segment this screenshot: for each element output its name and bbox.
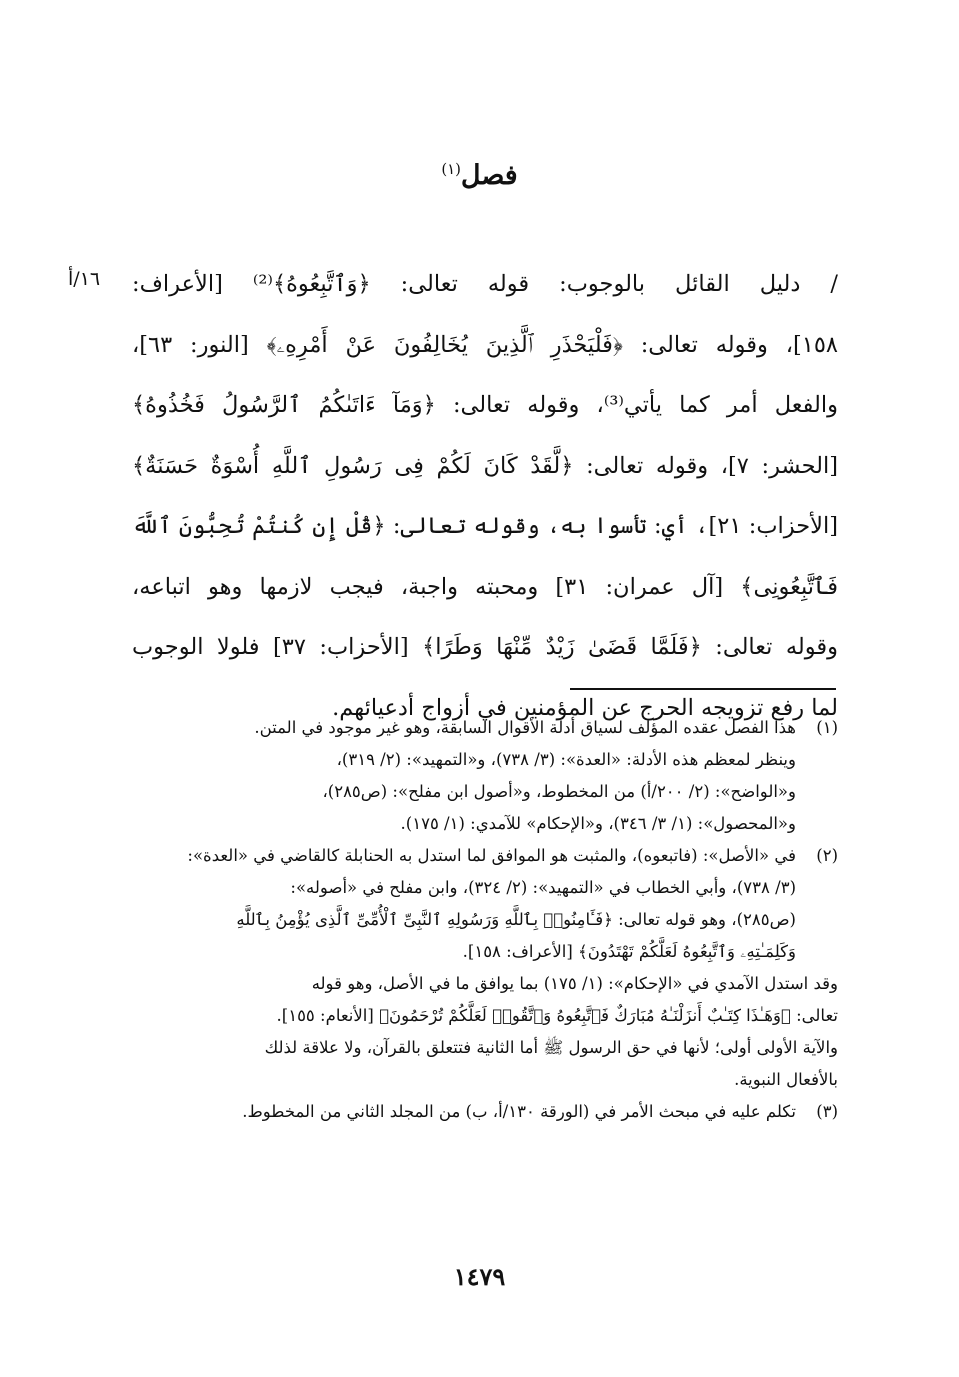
footnote-line: و«الواضح»: (٢/ ٢٠٠/أ) من المخطوط، و«أصول ابن مفلح»: (ص٢٨٥)، xyxy=(322,782,796,801)
footnote-line: تكلم عليه في مبحث الأمر في (الورقة ١٣٠/أ، ب) من المجلد الثاني من المخطوط. xyxy=(242,1102,796,1121)
footnote-3 xyxy=(132,1096,838,1128)
footnote-line: بالأفعال النبوية. xyxy=(734,1070,838,1089)
footnote-2-continuation xyxy=(132,968,838,1096)
manuscript-folio-reference: ١٦/أ xyxy=(68,268,101,290)
footnotes xyxy=(132,712,838,1128)
heading-footnote-ref: (١) xyxy=(441,160,461,178)
body-line: ١٥٨]، وقوله تعالى: ﴿فَلْيَحْذَرِ ٱلَّذِينَ يُخَالِفُونَ عَنْ أَمْرِهِۦ﴾ [النور: ٦٣]، xyxy=(132,331,838,358)
footnote-line: في «الأصل»: (فاتبعوه)، والمثبت هو الموافق لما استدل به الحنابلة كالقاضي في «العدة»: xyxy=(187,846,796,865)
section-heading xyxy=(0,160,959,191)
footnote-line: والآية الأولى أولى؛ لأنها في حق الرسول ﷺ أما الثانية فتتعلق بالقرآن، ولا علاقة لذلك xyxy=(264,1038,838,1057)
body-line: وقوله تعالى: ﴿فَلَمَّا قَضَىٰ زَيْدٌ مِّنْهَا وَطَرًا﴾ [الأحزاب: ٣٧] فلولا الوجوب xyxy=(132,634,838,660)
body-line: / دليل القائل بالوجوب: قوله تعالى: ﴿وَٱتَّبِعُوهُ﴾⁽²⁾ [الأعراف: xyxy=(132,271,838,297)
heading-title: فصل xyxy=(460,160,518,191)
footnote-line: وينظر لمعظم هذه الأدلة: «العدة»: (٣/ ٧٣٨)، و«التمهيد»: (٢/ ٣١٩)، xyxy=(336,750,796,769)
body-line: والفعل أمر كما يأتي⁽³⁾، وقوله تعالى: ﴿وَمَآ ءَاتَىٰكُمُ ٱلرَّسُولُ فَخُذُوهُ﴾ xyxy=(132,392,838,418)
footnote-line: وقد استدل الآمدي في «الإحكام»: (١/ ١٧٥) بما يوافق ما في الأصل، وهو قوله xyxy=(311,974,838,993)
footnote-separator xyxy=(570,688,836,690)
footnote-1 xyxy=(132,712,838,840)
body-line: [الأحزاب: ٢١]، أي: تأسوا به، وقوله تعالى: ﴿قُلْ إِن كُنتُمْ تُحِبُّونَ ٱللَّهَ xyxy=(132,513,838,539)
footnote-2 xyxy=(132,840,838,1096)
footnote-number: (١) xyxy=(816,718,838,737)
footnote-line: و«المحصول»: (١/ ٣/ ٣٤٦)، و«الإحكام» للآمدي: (١/ ١٧٥). xyxy=(400,814,796,833)
body-line: فَٱتَّبِعُونِى﴾ [آل عمران: ٣١] ومحبته واجبة، فيجب لازمها وهو اتباعه، xyxy=(132,573,838,600)
body-line: لما رفع تزويجه الحرج عن المؤمنين في أزواج أدعيائهم. xyxy=(332,694,838,721)
footnote-line: هذا الفصل عقده المؤلف لسياق أدلة الأقوال السابقة، وهو غير موجود في المتن. xyxy=(254,718,796,737)
main-text xyxy=(132,254,838,738)
footnote-number: (٢) xyxy=(816,846,838,865)
page-number: ١٤٧٩ xyxy=(453,1262,506,1291)
footnote-line: تعالى: ﴿وَهَـٰذَا كِتَـٰبٌ أَنزَلْنَـٰهُ مُبَارَكٌ فَٱتَّبِعُوهُ وَٱتَّقُوا۟ لَعَلَّكُمْ تُرْحَمُونَ﴾ [الأنعام: ١٥٥]. xyxy=(276,1006,838,1025)
footnote-line: (ص٢٨٥)، وهو قوله تعالى: ﴿فَـَٔامِنُوا۟ بِٱللَّهِ وَرَسُولِهِ ٱلنَّبِىِّ ٱلْأُمِّىِّ ٱلَّذِى يُؤْمِنُ بِٱللَّهِ xyxy=(236,910,796,929)
footnote-line: (٣/ ٧٣٨)، وأبي الخطاب في «التمهيد»: (٢/ ٣٢٤)، وابن مفلح في «أصوله»: xyxy=(290,878,796,897)
footnote-number: (٣) xyxy=(816,1102,838,1121)
footnote-line: وَكَلِمَـٰتِهِۦ وَٱتَّبِعُوهُ لَعَلَّكُمْ تَهْتَدُونَ﴾ [الأعراف: ١٥٨]. xyxy=(462,942,796,961)
body-line: [الحشر: ٧]، وقوله تعالى: ﴿لَّقَدْ كَانَ لَكُمْ فِى رَسُولِ ٱللَّهِ أُسْوَةٌ حَسَنَةٌ﴾ xyxy=(132,452,838,479)
